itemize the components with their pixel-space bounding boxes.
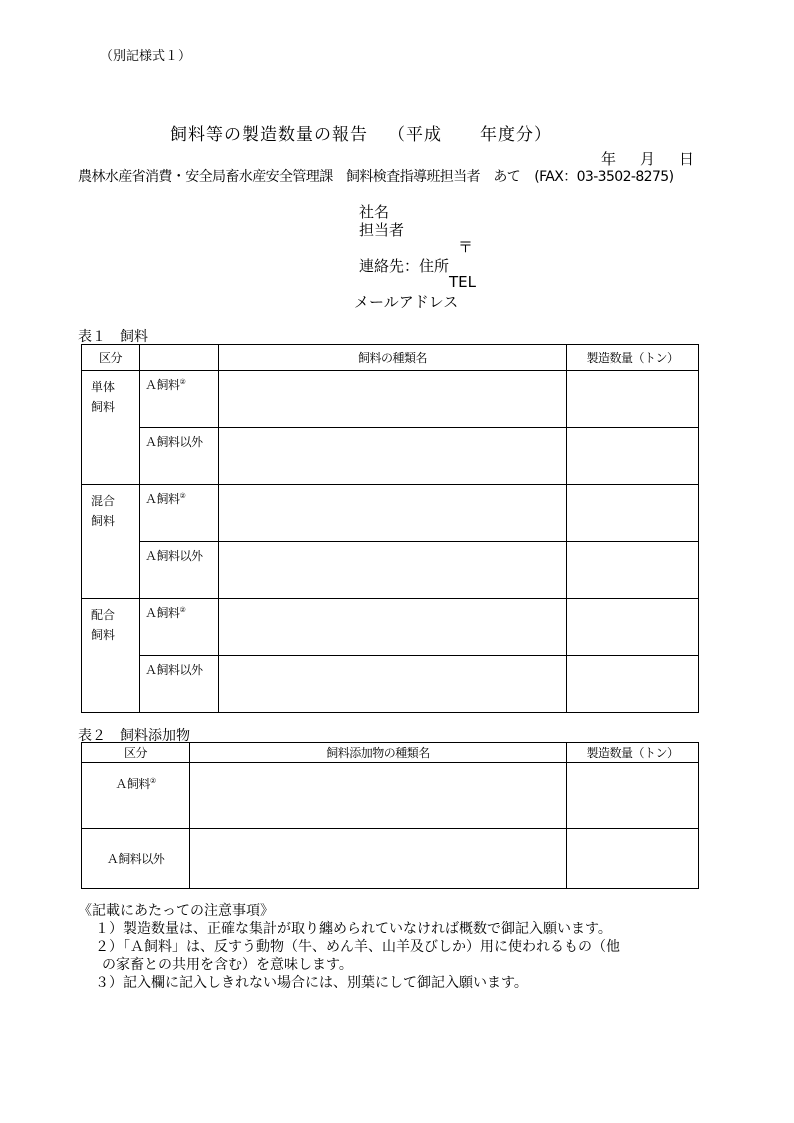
feed-header-quantity: 製造数量（トン） [567,345,699,371]
feed-category-single: 単体 飼料 [82,371,140,485]
feed-name-cell[interactable] [219,428,567,485]
title-main: 飼料等の製造数量の報告 [170,125,368,145]
feed-header-category: 区分 [82,345,140,371]
notes-section [78,902,620,992]
addressee-text: 農林水産省消費・安全局畜水産安全管理課 飼料検査指導班担当者 あて [78,169,521,185]
additive-quantity-cell[interactable] [567,829,699,889]
contact-label: 連絡先：住所 [359,257,450,275]
date-month-label: 月 [640,150,656,168]
feed-sub-a: Ａ飼料② [140,371,219,428]
title-era: （平成 [388,125,442,145]
feed-quantity-cell[interactable] [567,656,699,713]
additive-category-a: Ａ飼料② [82,763,190,829]
feed-table [81,344,699,713]
feed-name-cell[interactable] [219,599,567,656]
person-label: 担当者 [359,221,405,239]
feed-name-cell[interactable] [219,542,567,599]
feed-name-cell[interactable] [219,656,567,713]
fax-number: (FAX：03-3502-8275) [534,169,674,185]
notes-item: １）製造数量は、正確な集計が取り纏められていなければ概数で御記入願います。 [95,921,612,937]
date-year-label: 年 [601,150,617,168]
feed-sub-other: Ａ飼料以外 [140,428,219,485]
feed-quantity-cell[interactable] [567,599,699,656]
email-label: メールアドレス [354,293,459,311]
feed-sub-a: Ａ飼料② [140,485,219,542]
notes-item: ３）記入欄に記入しきれない場合には、別葉にして御記入願います。 [95,975,528,991]
feed-name-cell[interactable] [219,371,567,428]
addressee-line [78,166,673,186]
feed-quantity-cell[interactable] [567,542,699,599]
feed-quantity-cell[interactable] [567,485,699,542]
date-day-label: 日 [679,150,695,168]
feed-quantity-cell[interactable] [567,428,699,485]
notes-item-continuation: の家畜との共用を含む）を意味します。 [102,957,353,973]
feed-name-cell[interactable] [219,485,567,542]
table1-caption: 表１ 飼料 [78,329,148,345]
additive-category-other: Ａ飼料以外 [82,829,190,889]
additive-header-name: 飼料添加物の種類名 [190,743,567,763]
feed-sub-a: Ａ飼料② [140,599,219,656]
additive-header-quantity: 製造数量（トン） [567,743,699,763]
title-suffix: 年度分） [480,125,552,145]
notes-item: ２）「Ａ飼料」は、反すう動物（牛、めん羊、山羊及びしか）用に使われるもの（他 [95,939,620,955]
postal-mark: 〒 [458,238,474,256]
table2-caption: 表２ 飼料添加物 [78,728,190,744]
feed-header-blank [140,345,219,371]
additive-name-cell[interactable] [190,763,567,829]
additive-name-cell[interactable] [190,829,567,889]
form-label: （別記様式１） [100,49,192,64]
feed-header-name: 飼料の種類名 [219,345,567,371]
page-title [170,120,552,145]
feed-category-compound: 配合 飼料 [82,599,140,713]
feed-category-mixed: 混合 飼料 [82,485,140,599]
tel-label: TEL [449,273,476,291]
notes-heading: 《記載にあたっての注意事項》 [78,903,274,919]
feed-sub-other: Ａ飼料以外 [140,656,219,713]
company-label: 社名 [359,203,390,221]
additive-header-category: 区分 [82,743,190,763]
additive-table [81,742,699,889]
additive-quantity-cell[interactable] [567,763,699,829]
feed-sub-other: Ａ飼料以外 [140,542,219,599]
feed-quantity-cell[interactable] [567,371,699,428]
